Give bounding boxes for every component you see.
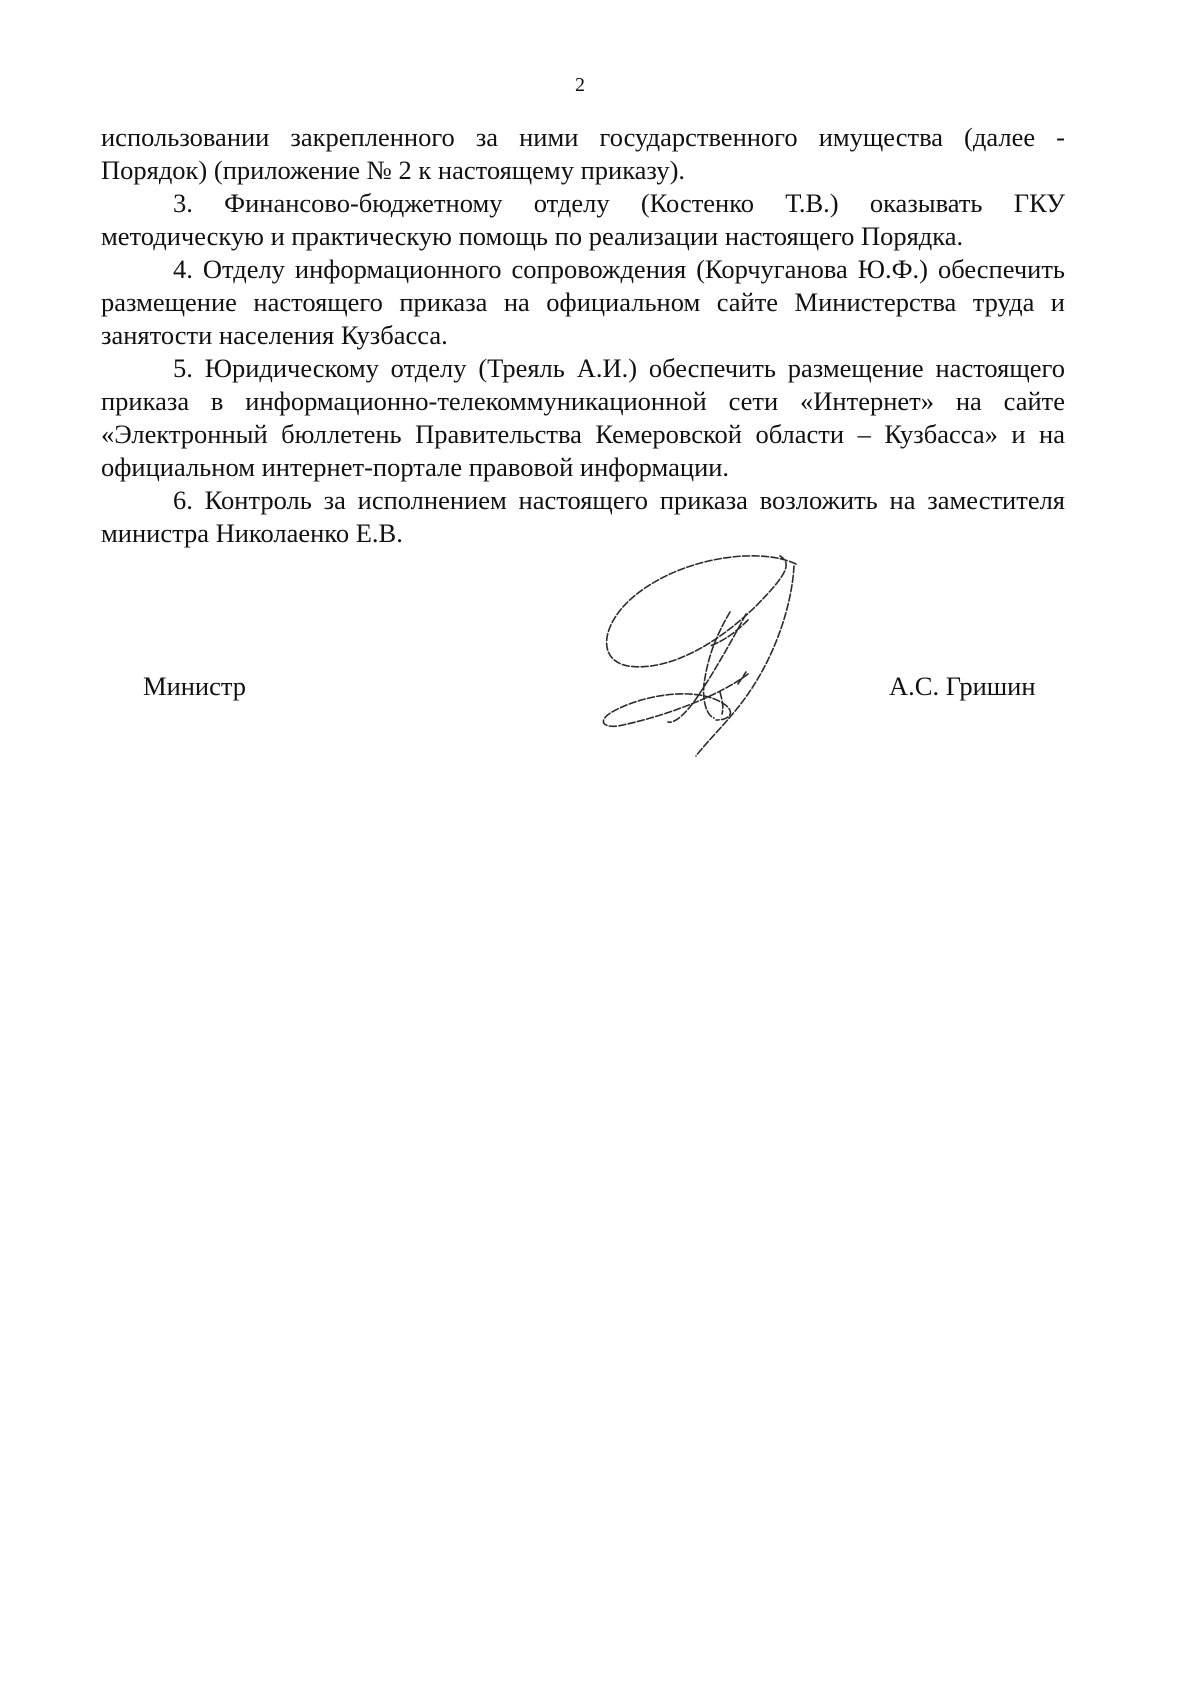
paragraph-item-3: 3. Финансово-бюджетному отделу (Костенко Т.В.) оказывать ГКУ методическую и практическую помощь по реализации настоящего Порядка.: [101, 188, 1065, 251]
document-body: [101, 121, 1065, 550]
paragraph-item-4: 4. Отделу информационного сопровождения (Корчуганова Ю.Ф.) обеспечить размещение настоящего приказа на официальном сайте Министерства труда и занятости населения Кузбасса.: [101, 254, 1065, 350]
page-number: 2: [575, 74, 585, 96]
signature-block: [0, 670, 1200, 770]
signatory-title: Министр: [143, 671, 247, 701]
signatory-name: А.С. Гришин: [889, 671, 1036, 701]
paragraph-item-5: 5. Юридическому отделу (Треяль А.И.) обеспечить размещение настоящего приказа в информационно-телекоммуникационной сети «Интернет» на сайте «Электронный бюллетень Правительства Кемеровской области – Кузбасса» и на официальном интернет-портале правовой информации.: [101, 353, 1065, 482]
paragraph-continuation: использовании закрепленного за ними государственного имущества (далее - Порядок) (приложение № 2 к настоящему приказу).: [101, 122, 1065, 185]
paragraph-item-6: 6. Контроль за исполнением настоящего приказа возложить на заместителя министра Николаенко Е.В.: [101, 485, 1065, 548]
